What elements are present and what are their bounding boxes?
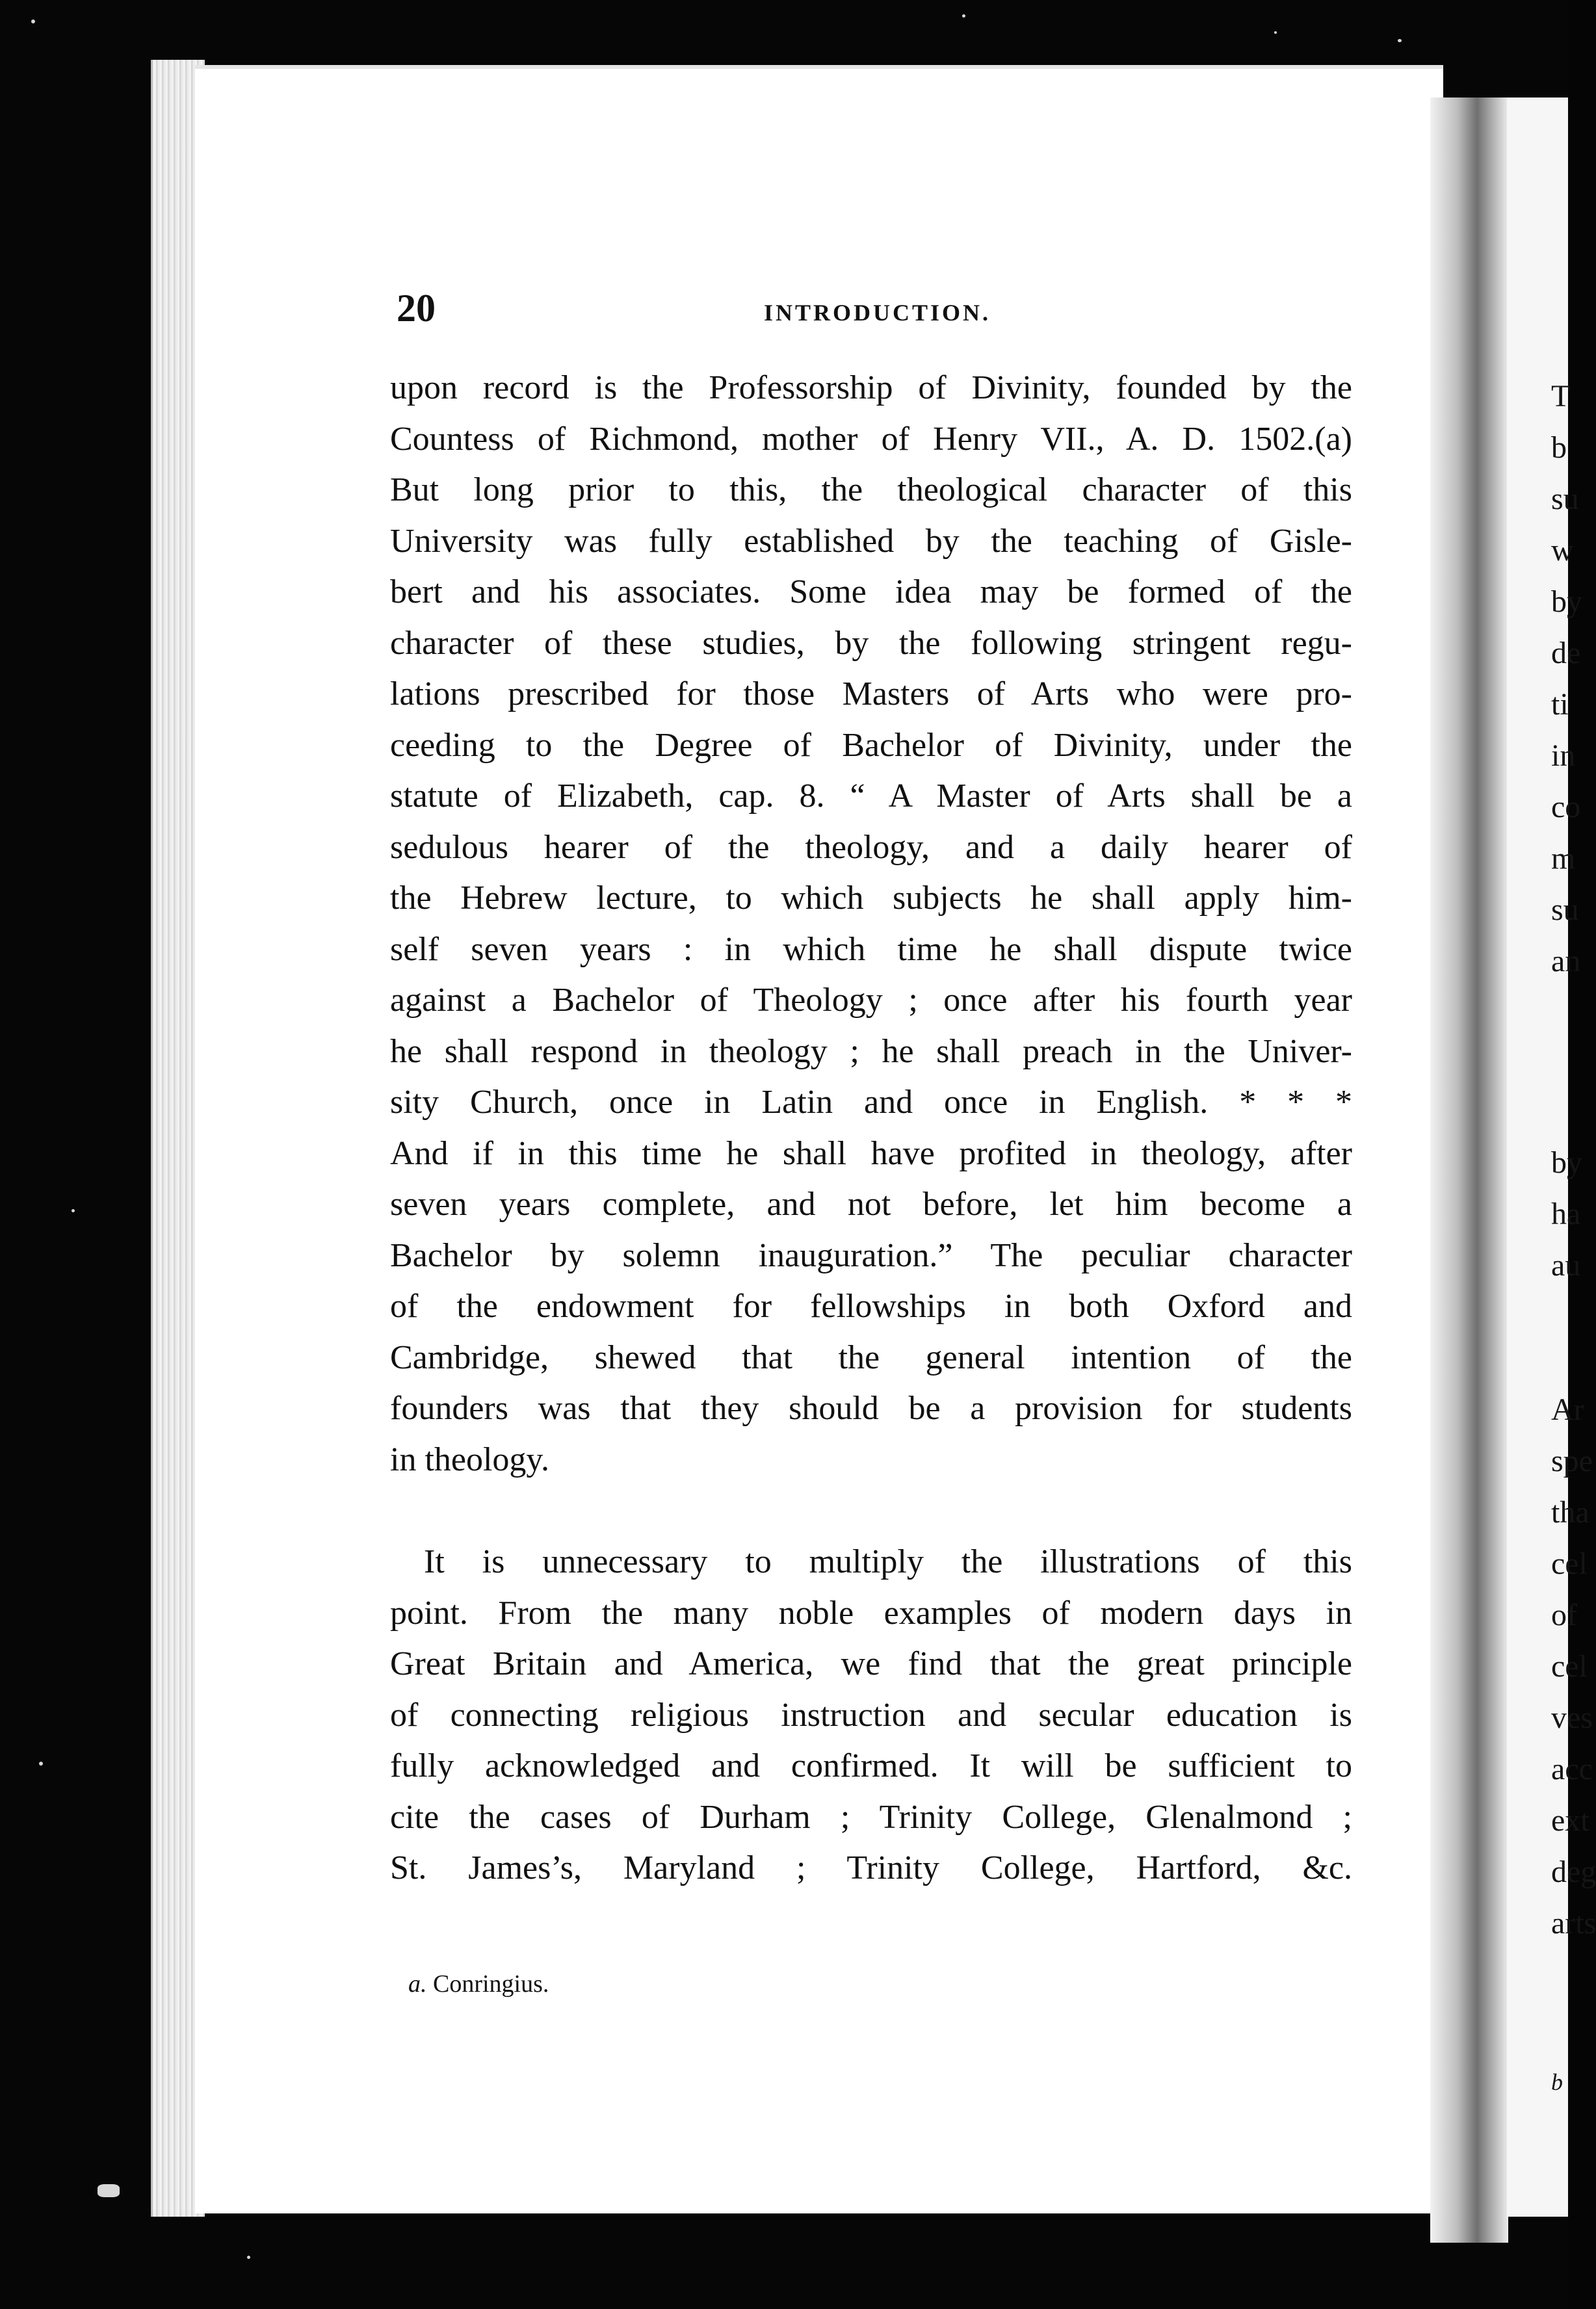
- facing-line: ves: [1551, 1701, 1593, 1735]
- facing-line: of: [1551, 1598, 1577, 1632]
- text-line: in theology.: [390, 1441, 550, 1478]
- facing-line: acc: [1551, 1752, 1593, 1786]
- facing-line: Ar: [1551, 1392, 1584, 1427]
- text-line: sity Church, once in Latin and once in English. * * *: [390, 1084, 1352, 1121]
- text-line: he shall respond in theology ; he shall preach in the Univer-: [390, 1032, 1352, 1070]
- running-head: [397, 286, 1430, 338]
- facing-line: ti: [1551, 687, 1569, 722]
- paragraph: [390, 1537, 1352, 1894]
- facing-line: su: [1551, 893, 1579, 927]
- footnote-text: Conringius.: [433, 1970, 549, 1998]
- binding-gutter-shadow: [1430, 98, 1508, 2243]
- facing-line: w: [1551, 533, 1574, 567]
- text-line: of connecting religious instruction and secular education is: [390, 1696, 1352, 1734]
- text-line: of the endowment for fellowships in both Oxford and: [390, 1288, 1352, 1325]
- facing-line: an: [1551, 944, 1581, 978]
- facing-line: ext: [1551, 1803, 1589, 1838]
- page-number: 20: [397, 287, 436, 330]
- text-line: But long prior to this, the theological character of this: [390, 471, 1352, 508]
- facing-line: in: [1551, 738, 1576, 773]
- footnote: [408, 1970, 549, 1998]
- body-text: [390, 363, 1352, 1894]
- text-line: the Hebrew lecture, to which subjects he shall apply him-: [390, 880, 1352, 917]
- text-line: cite the cases of Durham ; Trinity College, Glenalmond ;: [390, 1798, 1352, 1836]
- facing-line: arts: [1551, 1906, 1596, 1940]
- text-line: character of these studies, by the following stringent regu-: [390, 624, 1352, 662]
- facing-line: su: [1551, 482, 1579, 516]
- facing-line: tha: [1551, 1495, 1589, 1530]
- text-line: fully acknowledged and confirmed. It will be sufficient to: [390, 1747, 1352, 1784]
- facing-line: b: [1551, 430, 1567, 465]
- text-line: ceeding to the Degree of Bachelor of Divinity, under the: [390, 726, 1352, 764]
- text-line: St. James’s, Maryland ; Trinity College, Hartford, &c.: [390, 1849, 1352, 1886]
- text-line: Great Britain and America, we find that the great principle: [390, 1645, 1352, 1682]
- facing-line: by: [1551, 584, 1582, 619]
- facing-line: cel: [1551, 1649, 1588, 1684]
- facing-line: cel: [1551, 1546, 1588, 1581]
- text-line: statute of Elizabeth, cap. 8. “ A Master of Arts shall be a: [390, 777, 1352, 815]
- paragraph: [390, 363, 1352, 1485]
- facing-line: b: [1551, 2069, 1563, 2095]
- facing-page: [1507, 98, 1596, 2217]
- text-line: sedulous hearer of the theology, and a daily hearer of: [390, 828, 1352, 866]
- text-line: It is unnecessary to multiply the illustrations of this: [424, 1543, 1352, 1580]
- text-line: upon record is the Professorship of Divinity, founded by the: [390, 369, 1352, 406]
- facing-line: m: [1551, 841, 1576, 876]
- facing-line: ha: [1551, 1197, 1581, 1231]
- text-line: lations prescribed for those Masters of Arts who were pro-: [390, 675, 1352, 712]
- text-line: Countess of Richmond, mother of Henry VII., A. D. 1502.(a): [390, 420, 1352, 458]
- facing-line: de: [1551, 636, 1581, 670]
- text-line: seven years complete, and not before, let him become a: [390, 1186, 1352, 1223]
- facing-line: spe: [1551, 1444, 1593, 1478]
- text-line: Bachelor by solemn inauguration.” The peculiar character: [390, 1236, 1352, 1274]
- text-line: And if in this time he shall have profited in theology, after: [390, 1134, 1352, 1172]
- facing-line: deg: [1551, 1855, 1596, 1889]
- running-head-title: INTRODUCTION.: [764, 300, 991, 326]
- text-line: Cambridge, shewed that the general intention of the: [390, 1338, 1352, 1376]
- text-line: self seven years : in which time he shall dispute twice: [390, 930, 1352, 968]
- facing-line: by: [1551, 1145, 1582, 1180]
- text-line: bert and his associates. Some idea may be formed of the: [390, 573, 1352, 610]
- text-line: point. From the many noble examples of modern days in: [390, 1594, 1352, 1632]
- footnote-marker: a.: [408, 1970, 427, 1998]
- text-line: against a Bachelor of Theology ; once after his fourth year: [390, 982, 1352, 1019]
- facing-line: co: [1551, 790, 1581, 824]
- text-line: University was fully established by the teaching of Gisle-: [390, 522, 1352, 560]
- text-line: founders was that they should be a provision for students: [390, 1390, 1352, 1427]
- facing-line: T: [1551, 379, 1571, 413]
- facing-line: au: [1551, 1248, 1581, 1283]
